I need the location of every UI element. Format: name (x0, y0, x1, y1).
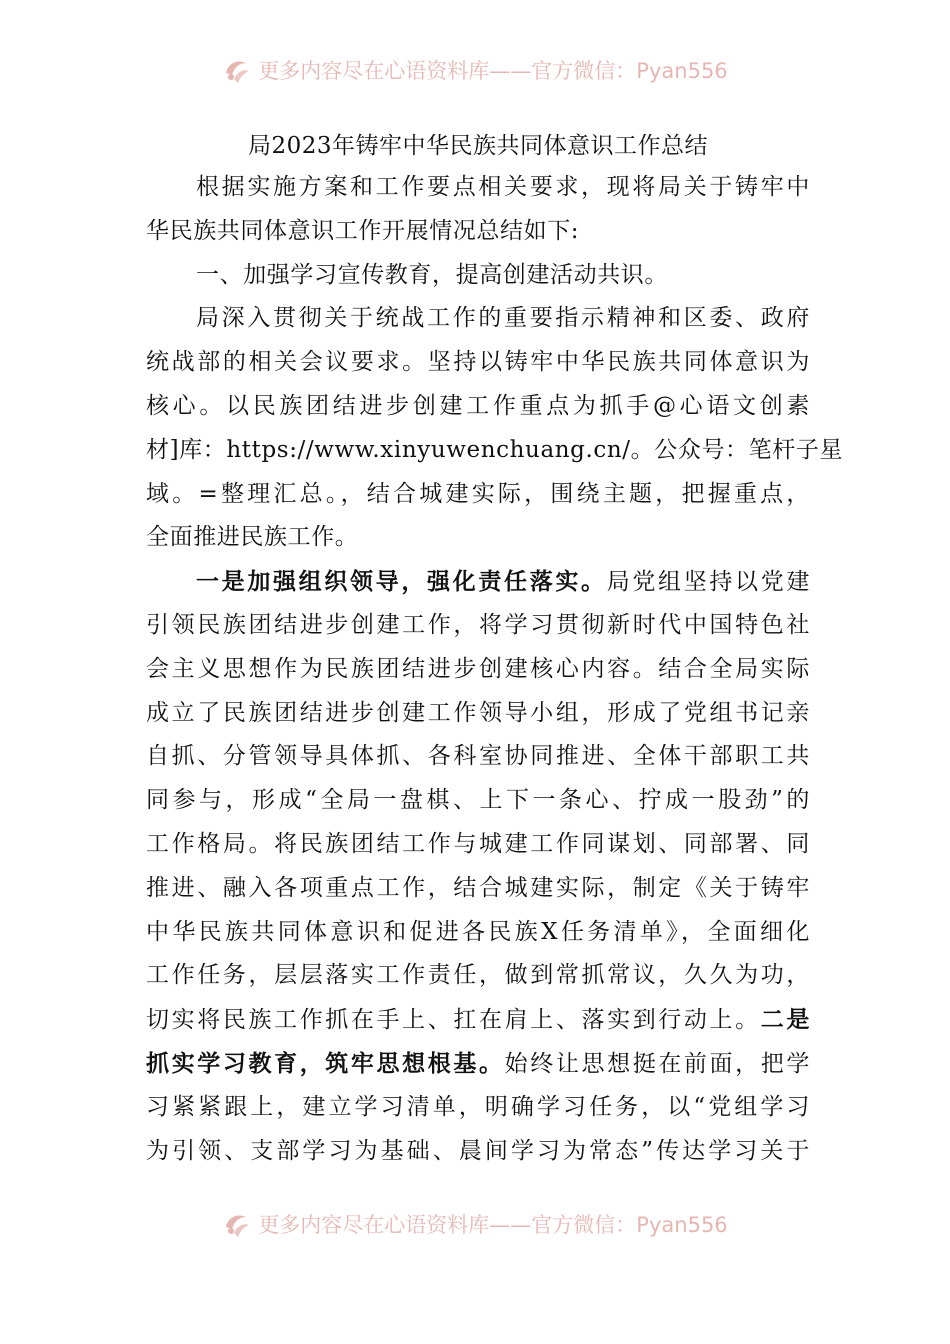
watermark-text: 更多内容尽在心语资料库——官方微信：Pyan556 (258, 59, 728, 83)
watermark-footer (0, 1206, 950, 1242)
document-title: 局2023年铸牢中华民族共同体意识工作总结 (247, 133, 709, 159)
text-run: 切实将民族工作抓在手上、扛在肩上、落实到行动上。 (146, 1007, 761, 1034)
watermark-header (0, 52, 950, 88)
text-line: 推进、融入各项重点工作，结合城建实际，制定《关于铸牢 (146, 874, 810, 901)
text-line: 为引领、支部学习为基础、晨间学习为常态”传达学习关于 (146, 1137, 810, 1164)
text-line: 同参与，形成“全局一盘棋、上下一条心、拧成一股劲”的 (146, 787, 810, 814)
bold-lead: 一是加强组织领导，强化责任落实。 (196, 568, 607, 596)
text-line: 统战部的相关会议要求。坚持以铸牢中华民族共同体意识为 (146, 349, 810, 376)
document-body (146, 126, 844, 1173)
text-line: 习紧紧跟上，建立学习清单，明确学习任务，以“党组学习 (146, 1093, 810, 1120)
section-heading: 一、加强学习宣传教育，提高创建活动共识。 (196, 261, 668, 288)
bold-lead: 二是 (760, 1006, 810, 1034)
text-line: 根据实施方案和工作要点相关要求，现将局关于铸牢中 (196, 174, 810, 200)
text-line: 会主义思想作为民族团结进步创建核心内容。结合全局实际 (146, 655, 810, 682)
text-line: 华民族共同体意识工作开展情况总结如下: (146, 217, 580, 244)
logo-icon (222, 1209, 252, 1239)
text-line (146, 560, 810, 604)
watermark-text: 更多内容尽在心语资料库——官方微信：Pyan556 (258, 1213, 728, 1237)
text-line: 工作格局。将民族团结工作与城建工作同谋划、同部署、同 (146, 830, 810, 857)
text-line (146, 1042, 810, 1086)
text-line (146, 998, 810, 1042)
text-line: 自抓、分管领导具体抓、各科室协同推进、全体干部职工共 (146, 743, 810, 770)
text-line: 全面推进民族工作。 (146, 524, 359, 551)
text-line: 中华民族共同体意识和促进各民族X任务清单》，全面细化 (146, 918, 810, 945)
logo-icon (222, 55, 252, 85)
text-line: 域。=整理汇总。，结合城建实际，围绕主题，把握重点， (146, 480, 810, 507)
text-line: 核心。以民族团结进步创建工作重点为抓手@心语文创素 (146, 392, 810, 419)
text-line: 局深入贯彻关于统战工作的重要指示精神和区委、政府 (196, 305, 810, 332)
text-run: 局党组坚持以党建 (606, 569, 810, 596)
text-line: 材]库：https://www.xinyuwenchuang.cn/。公众号：笔杆子星 (146, 436, 844, 463)
text-line: 成立了民族团结进步创建工作领导小组，形成了党组书记亲 (146, 699, 810, 726)
bold-lead: 抓实学习教育，筑牢思想根基。 (146, 1049, 505, 1077)
text-run: 始终让思想挺在前面，把学 (504, 1050, 810, 1077)
text-line: 工作任务，层层落实工作责任，做到常抓常议，久久为功， (146, 962, 810, 989)
text-line: 引领民族团结进步创建工作，将学习贯彻新时代中国特色社 (146, 611, 810, 638)
